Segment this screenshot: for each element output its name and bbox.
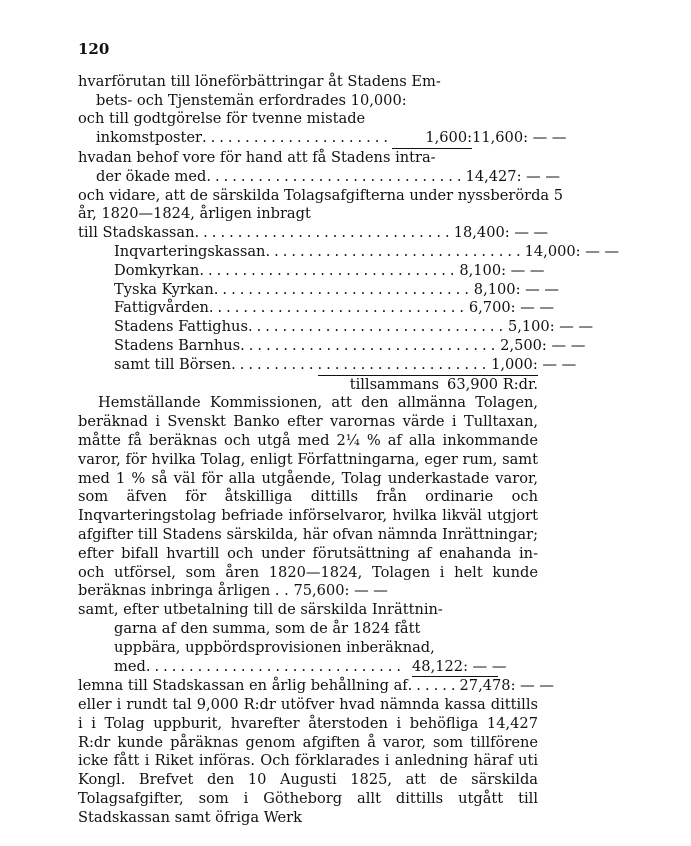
increase-row: [78, 167, 560, 187]
recipient-amount: 8,100: — —: [473, 280, 559, 298]
compensation-line: och till godtgörelse för tvenne mistade: [78, 110, 366, 128]
recipient-amount: 8,100: — —: [459, 261, 545, 279]
recipient-row: [78, 242, 620, 262]
recipient-label: Tyska Kyrkan: [114, 280, 214, 298]
deduction-amount: 48,122: — —: [412, 658, 498, 678]
leader-dots: ..............................: [247, 318, 508, 336]
leader-dots: ..............................: [208, 299, 469, 317]
recipient-label: Fattigvården: [114, 299, 209, 317]
deduction-block: [78, 601, 554, 696]
intro-lines: [78, 186, 564, 225]
recipient-amount: 2,500: — —: [500, 336, 586, 354]
page-number: 120: [78, 40, 110, 58]
leader-dots: ..............................: [206, 167, 466, 185]
recipient-label: Inqvarteringskassan: [114, 242, 266, 260]
recipient-list: [78, 224, 620, 394]
recipient-row: [78, 318, 594, 337]
intro-line-2: år, 1820—1824, årligen inbragt: [78, 205, 311, 223]
salary-table: [78, 72, 567, 187]
total-row: [318, 375, 538, 395]
recipient-label: Stadens Fattighus: [114, 318, 248, 336]
recipient-label: Domkyrkan: [114, 261, 200, 279]
leader-dots: ......................: [201, 129, 393, 147]
paragraph-conclusion: eller i rundt tal 9,000 R:dr utöfver hvad nämnda kassa dittills i i Tolag uppburit, hvarefter återstoden i behöfliga 14,427 R:dr kunde påräknas genom afgiften å varor, som tillförene icke fått i Riket införas. Och förklarades i anledning häraf uti Kongl. Brefvet den 10 Augusti 1825, att de särskilda Tolagsafgifter, som i Götheborg allt dittills utgått till Stadskassan samt öfriga Werk: [78, 696, 538, 826]
total-label: tillsammans: [349, 375, 440, 393]
salary-line-2: bets- och Tjenstemän erfordrades 10,000:: [96, 91, 407, 109]
leader-dots: ..............................: [199, 261, 459, 279]
leader-dots: ..............................: [265, 242, 525, 260]
remainder-label: lemna till Stadskassan en årlig behållning af: [78, 677, 408, 695]
remainder-row: [78, 677, 554, 696]
recipient-row: [78, 224, 549, 243]
leader-dots: ..............................: [213, 280, 473, 298]
recipient-amount: 18,400: — —: [453, 224, 549, 242]
leader-dots: ..............................: [194, 224, 454, 242]
salary-subtotal: 11,600: — —: [472, 129, 567, 147]
leader-dots: ..............................: [145, 657, 405, 675]
deduction-row: [78, 658, 538, 678]
recipient-row: [78, 299, 555, 318]
recipient-amount: 14,000: — —: [524, 242, 620, 260]
recipient-row: [78, 261, 545, 281]
recipient-amount: 6,700: — —: [468, 299, 555, 317]
total-amount: 63,900 R:dr.: [447, 375, 538, 393]
salary-line-1: hvarförutan till löneförbättringar åt Stadens Em-: [78, 72, 441, 90]
recipient-label: Stadens Barnhus: [114, 336, 241, 354]
income-posts-row: [78, 129, 567, 149]
deduction-line-1: samt, efter utbetalning till de särskilda Inrättnin-: [78, 601, 443, 619]
recipient-amount: 1,000: — —: [491, 355, 577, 373]
increase-label: der ökade med: [96, 167, 207, 185]
recipient-row: [78, 280, 559, 300]
intro-line-1: och vidare, att de särskilda Tolagsafgifterna under nyssberörda 5: [78, 186, 564, 204]
leader-dots: ..............................: [240, 336, 500, 354]
leader-dots: ......: [407, 677, 460, 695]
leader-dots: ..............................: [231, 355, 491, 373]
annual-yield-amount: 75,600: — —: [293, 582, 388, 600]
needs-line: hvadan behof vore för hand att få Stadens intra-: [78, 148, 436, 166]
remainder-amount: 27,478: — —: [459, 677, 554, 695]
paragraph-proposal: Hemställande Kommissionen, att den allmänna Tolagen, beräknad i Svenskt Banko efter varornas värde i Tulltaxan, måtte få beräknas och utgå med 2¼ % af alla inkommande varor, för hvilka Tolag, enligt Författningarna, eger rum, samt med 1 % så väl för alla utgående, Tolag underkastade varor, som äfven för åtskilliga dittills från ordinarie och Inqvarteringstolag befriade införselvaror, hvilka likväl utgjort afgifter till Stadens särskilda, här ofvan nämnda Inrättningar; efter bifall hvartill och under förutsättning af enahanda in- och utförsel, som åren 1820—1824, Tolagen i helt kunde beräknas inbringa årligen . . 75,600: — —: [78, 394, 538, 600]
income-posts-label: inkomstposter: [96, 129, 202, 147]
recipient-label: samt till Börsen: [114, 355, 232, 373]
increase-amount: 14,427: — —: [465, 167, 560, 185]
deduction-line-3: uppbära, uppbördsprovisionen inberäknad,: [114, 638, 435, 656]
recipient-row: [78, 336, 586, 356]
recipient-amount: 5,100: — —: [507, 318, 594, 336]
deduction-label: med: [114, 657, 146, 675]
income-posts-amount: 1,600:: [392, 129, 472, 149]
recipient-row: [78, 355, 577, 375]
recipient-label: till Stadskassan: [78, 224, 195, 242]
deduction-line-2: garna af den summa, som de år 1824 fått: [114, 619, 421, 637]
